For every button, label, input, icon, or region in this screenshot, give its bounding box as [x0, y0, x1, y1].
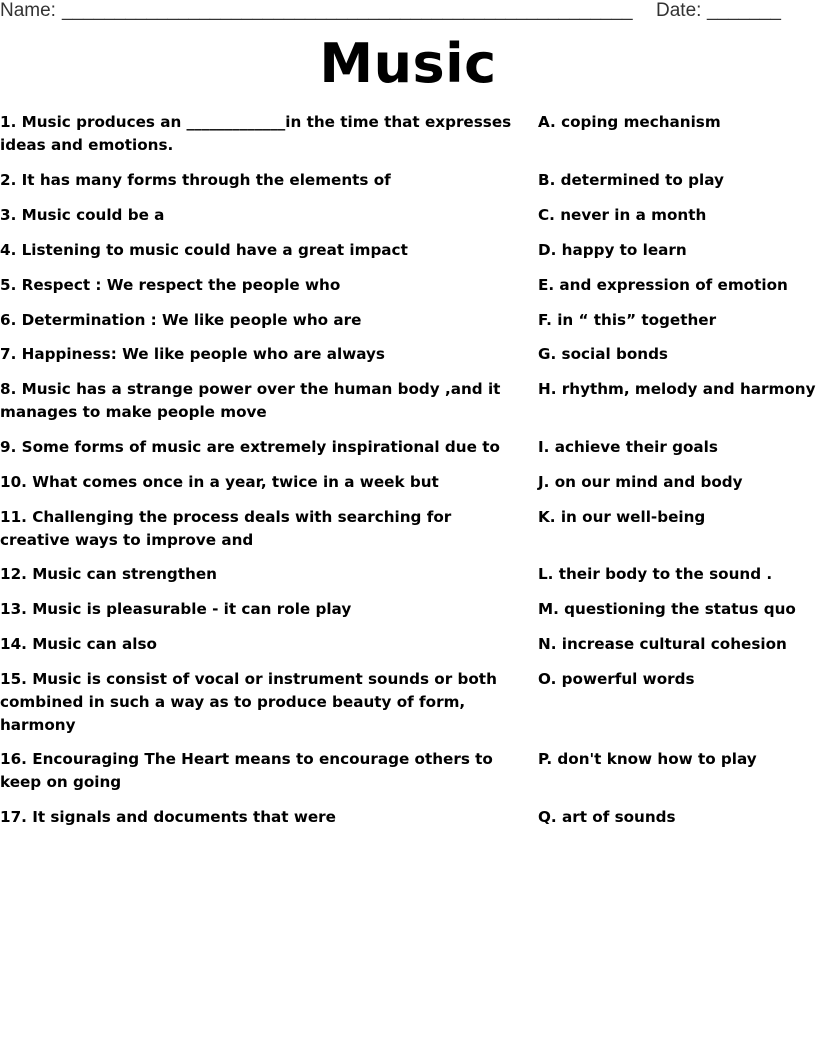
- name-field[interactable]: ______________________________________________________: [62, 0, 633, 21]
- page-title: Music: [319, 32, 497, 95]
- answer-text: J. on our mind and body: [538, 473, 743, 491]
- question-text: 13. Music is pleasurable - it can role play: [0, 600, 352, 618]
- question-text: 11. Challenging the process deals with searching for creative ways to improve and: [0, 508, 452, 549]
- question-text: 17. It signals and documents that were: [0, 808, 336, 826]
- question-text: 12. Music can strengthen: [0, 565, 217, 583]
- answer-text: Q. art of sounds: [538, 808, 676, 826]
- answer-text: N. increase cultural cohesion: [538, 635, 787, 653]
- answer-text: G. social bonds: [538, 345, 668, 363]
- date-field[interactable]: _______: [707, 0, 781, 21]
- answer-text: L. their body to the sound .: [538, 565, 773, 583]
- answer-text: O. powerful words: [538, 670, 695, 688]
- question-text: 16. Encouraging The Heart means to encourage others to keep on going: [0, 750, 493, 791]
- question-text: 7. Happiness: We like people who are always: [0, 345, 385, 363]
- answer-text: M. questioning the status quo: [538, 600, 796, 618]
- answer-text: H. rhythm, melody and harmony: [538, 380, 816, 398]
- question-text: 15. Music is consist of vocal or instrument sounds or both combined in such a way as to produce beauty of form, harmony: [0, 670, 497, 734]
- name-label: Name:: [0, 0, 56, 21]
- question-text: 14. Music can also: [0, 635, 157, 653]
- question-text: 10. What comes once in a year, twice in a week but: [0, 473, 439, 491]
- answer-text: K. in our well-being: [538, 508, 706, 526]
- question-text: 5. Respect : We respect the people who: [0, 276, 341, 294]
- answer-text: F. in “ this” together: [538, 311, 717, 329]
- answer-text: E. and expression of emotion: [538, 276, 788, 294]
- answer-text: C. never in a month: [538, 206, 707, 224]
- answer-text: B. determined to play: [538, 171, 724, 189]
- header-line: [0, 0, 816, 24]
- question-text: 6. Determination : We like people who are: [0, 311, 362, 329]
- question-text: 3. Music could be a: [0, 206, 165, 224]
- answer-text: A. coping mechanism: [538, 113, 721, 131]
- question-text: 2. It has many forms through the elements of: [0, 171, 391, 189]
- question-text: 9. Some forms of music are extremely inspirational due to: [0, 438, 500, 456]
- question-text: 1. Music produces an _____________in the time that expresses ideas and emotions.: [0, 113, 512, 154]
- answer-text: I. achieve their goals: [538, 438, 718, 456]
- date-label: Date:: [656, 0, 702, 21]
- answer-text: P. don't know how to play: [538, 750, 757, 768]
- answer-text: D. happy to learn: [538, 241, 687, 259]
- question-text: 4. Listening to music could have a great impact: [0, 241, 408, 259]
- question-text: 8. Music has a strange power over the human body ,and it manages to make people move: [0, 380, 501, 421]
